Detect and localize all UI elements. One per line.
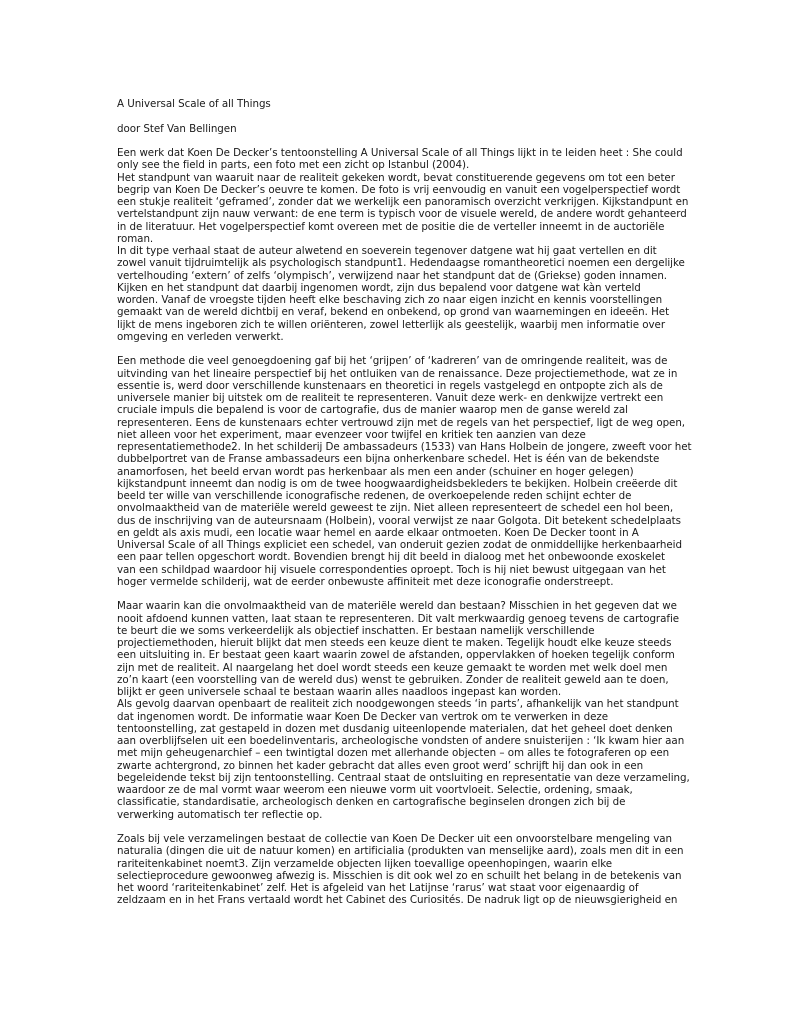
paragraph-line: waardoor ze de mal vormt waar weerom een nieuwe vorm uit voortvloeit. Selectie, ordening, smaak, [117, 784, 633, 796]
paragraph-line: Een werk dat Koen De Decker’s tentoonstelling A Universal Scale of all Things lijkt in te leiden heet : She could [117, 147, 683, 159]
paragraph-line: onvolmaaktheid van de materiële wereld geweest te zijn. Niet alleen representeert de schedel een hol been, [117, 502, 674, 515]
paragraph-line: anamorfosen, het beeld ervan wordt pas herkenbaar als men een ander (schuiner en hoger gelegen) [117, 465, 634, 478]
paragraph-line: selectieprocedure gewoonweg afwezig is. Misschien is dit ook wel zo en schuilt het belang in de betekenis van [117, 869, 682, 882]
paragraph-line: In dit type verhaal staat de auteur alwetend en soeverein tegenover datgene wat hij gaat vertellen en dit [117, 245, 657, 257]
document-page [117, 98, 692, 907]
paragraph-line: vertelhouding ‘extern’ of zelfs ‘olympisch’, verwijzend naar het standpunt dat de (Griekse) goden innamen. [117, 269, 668, 282]
paragraph-line: cruciale impuls die bepalend is voor de cartografie, dus de manier waarop men de ganse wereld zal [117, 404, 628, 417]
document-body [117, 147, 692, 907]
paragraph-line: naturalia (dingen die uit de natuur komen) en artificialia (produkten van menselijke aard), zoals men dit in een [117, 845, 684, 858]
paragraph-line: Universal Scale of all Things expliciet een schedel, van onderuit gezien zodat de onmiddellijke herkenbaarheid [117, 539, 682, 551]
paragraph-line: projectiemethoden, hieruit blijkt dat men steeds een keuze dient te maken. Tegelijk houdt elke keuze steeds [117, 637, 672, 649]
paragraph-line: rariteitenkabinet noemt3. Zijn verzamelde objecten lijken toevallige opeenhopingen, waarin elke [117, 857, 613, 870]
paragraph-line: tentoonstelling, zat gestapeld in dozen met dusdanig uiteenlopende materialen, dat het geheel doet denken [117, 722, 673, 735]
paragraph-line: essentie is, werd door verschillende kunstenaars en theoretici in regels vastgelegd en ontpopte zich als de [117, 379, 663, 392]
paragraph-line: begeleidende tekst bij zijn tentoonstelling. Centraal staat de ontsluiting en representatie van deze verzameling, [117, 771, 690, 784]
paragraph [117, 147, 689, 343]
paragraph-line: uitvinding van het lineaire perspectief bij het ontluiken van de renaissance. Deze projectiemethode, wat ze in [117, 367, 678, 380]
paragraph-line: Kijken en het standpunt dat daarbij ingenomen wordt, zijn dus bepalend voor datgene wat kàn verteld [117, 281, 641, 294]
paragraph-line: in de literatuur. Het vogelperspectief komt overeen met de positie die de verteller inneemt in de auctoriële [117, 220, 665, 233]
paragraph-line: begrip van Koen De Decker’s oeuvre te komen. De foto is vrij eenvoudig en vanuit een vogelperspectief wordt [117, 183, 681, 196]
paragraph-line: te beurt die we soms verkeerdelijk als objectief inschatten. Er bestaan namelijk verschillende [117, 624, 595, 637]
paragraph-line: Een methode die veel genoegdoening gaf bij het ‘grijpen’ of ‘kadreren’ van de omringende realiteit, was de [117, 355, 668, 368]
paragraph-line: Zoals bij vele verzamelingen bestaat de collectie van Koen De Decker uit een onvoorstelbare mengeling van [117, 833, 673, 845]
paragraph-line: kijkstandpunt inneemt dan nodig is om de twee hoogwaardigheidsbekleders te bekijken. Holbein creëerde dit [117, 477, 678, 490]
paragraph-line: zijn met de realiteit. Al naargelang het doel wordt steeds een keuze gemaakt te worden met welk doel men [117, 661, 668, 674]
paragraph-line: universele manier bij uitstek om de realiteit te representeren. Vanuit deze werk- en denkwijze vertrekt een [117, 392, 664, 404]
document-author: door Stef Van Bellingen [117, 122, 237, 135]
paragraph-line: gemaakt van de wereld dichtbij en veraf, bekend en onbekend, op grond van waarnemingen en ideeën. Het [117, 306, 670, 319]
paragraph-line: classificatie, standardisatie, archeologisch denken en cartografische beginselen drongen zich bij de [117, 796, 626, 809]
paragraph-line: het woord ‘rariteitenkabinet’ zelf. Het is afgeleid van het Latijnse ‘rarus’ wat staat voor eigenaardig of [117, 882, 639, 894]
paragraph-line: Als gevolg daarvan openbaart de realiteit zich noodgewongen steeds ‘in parts’, afhankelijk van het standpunt [117, 698, 679, 711]
paragraph-line: een stukje realiteit ‘geframed’, zonder dat we werkelijk een panoramisch overzicht verkrijgen. Kijkstandpunt en [117, 196, 689, 208]
paragraph-line: hoger vermelde schilderij, wat de eerder onbewuste affiniteit met deze iconografie onderstreept. [117, 575, 614, 588]
paragraph-line: nooit afdoend kunnen vatten, laat staan te representeren. Dit valt merkwaardig genoeg tevens de cartografie [117, 612, 680, 625]
paragraph-line: beeld ter wille van verschillende iconografische redenen, de overkoepelende reden schijnt echter de [117, 490, 632, 502]
paragraph-line: van een schildpad waardoor hij visuele correspondenties oproept. Toch is hij niet bewust uitgegaan van het [117, 563, 666, 576]
paragraph-line: Het standpunt van waaruit naar de realiteit gekeken wordt, bevat constituerende gegevens om tot een beter [117, 171, 675, 184]
paragraph-line: representatiemethode2. In het schilderij De ambassadeurs (1533) van Hans Holbein de jongere, zweeft voor het [117, 441, 692, 453]
paragraph-line: zo’n kaart (een voorstelling van de wereld dus) wenst te gebruiken. Zonder de realiteit geweld aan te doen, [117, 673, 669, 686]
paragraph-line: zowel vanuit tijdruimtelijk als psychologisch standpunt1. Hedendaagse romantheoretici noemen een dergelijke [117, 257, 685, 270]
paragraph-line: vertelstandpunt zijn nauw verwant: de ene term is typisch voor de visuele wereld, de andere wordt gehanteerd [117, 208, 687, 221]
paragraph [117, 600, 690, 821]
paragraph-line: lijkt de mens ingeboren zich te willen oriënteren, zowel letterlijk als geestelijk, waarbij men informatie over [117, 318, 666, 331]
paragraph-line: only see the field in parts, een foto met een zicht op Istanbul (2004). [117, 159, 470, 172]
paragraph-line: omgeving en verleden verwerkt. [117, 330, 284, 343]
paragraph-line: verwerking automatisch ter reflectie op. [117, 808, 323, 821]
paragraph-line: zwarte achtergrond, zo binnen het kader gebracht dat alles even groot werd’ schrijft hij dan ook in een [117, 759, 644, 772]
paragraph-line: Maar waarin kan die onvolmaaktheid van de materiële wereld dan bestaan? Misschien in het gegeven dat we [117, 600, 677, 613]
paragraph-line: dus de inschrijving van de auteursnaam (Holbein), vooral verwijst ze naar Golgota. Dit betekent schedelplaats [117, 514, 681, 527]
paragraph-line: niet alleen voor het experiment, maar evenzeer voor twijfel en kritiek ten aanzien van deze [117, 428, 586, 441]
paragraph [117, 833, 684, 907]
paragraph-line: worden. Vanaf de vroegste tijden heeft elke beschaving zich zo naar eigen inzicht en kennis voorstellingen [117, 294, 663, 306]
paragraph-line: roman. [117, 232, 154, 245]
paragraph-line: blijkt er geen universele schaal te bestaan waarin alles naadloos ingepast kan worden. [117, 686, 562, 698]
paragraph-line: een paar tellen opgeschort wordt. Bovendien brengt hij dit beeld in dialoog met het onbewoonde exoskelet [117, 551, 665, 564]
paragraph [117, 355, 692, 588]
paragraph-line: dat ingenomen wordt. De informatie waar Koen De Decker van vertrok om te verwerken in deze [117, 710, 609, 723]
paragraph-line: een uitsluiting in. Er bestaat geen kaart waarin zowel de afstanden, oppervlakken of hoeken tegelijk conform [117, 649, 675, 662]
paragraph-line: en geldt als axis mudi, een locatie waar hemel en aarde elkaar ontmoeten. Koen De Decker toont in A [117, 526, 639, 539]
paragraph-line: aan overblijfselen uit een boedelinventaris, archeologische vondsten of andere snuisterijen : ‘Ik kwam hier aan [117, 735, 685, 747]
paragraph-line: met mijn geheugenarchief – een twintigtal dozen met allerhande objecten – om alles te fotograferen op een [117, 747, 670, 760]
document-title: A Universal Scale of all Things [117, 98, 271, 110]
paragraph-line: representeren. Eens de kunstenaars echter vertrouwd zijn met de regels van het perspectief, ligt de weg open, [117, 416, 686, 429]
paragraph-line: dubbelportret van de Franse ambassadeurs een bijna onherkenbare schedel. Het is één van de bekendste [117, 453, 660, 466]
paragraph-line: zeldzaam en in het Frans vertaald wordt het Cabinet des Curiosités. De nadruk ligt op de nieuwsgierigheid en [117, 894, 678, 907]
